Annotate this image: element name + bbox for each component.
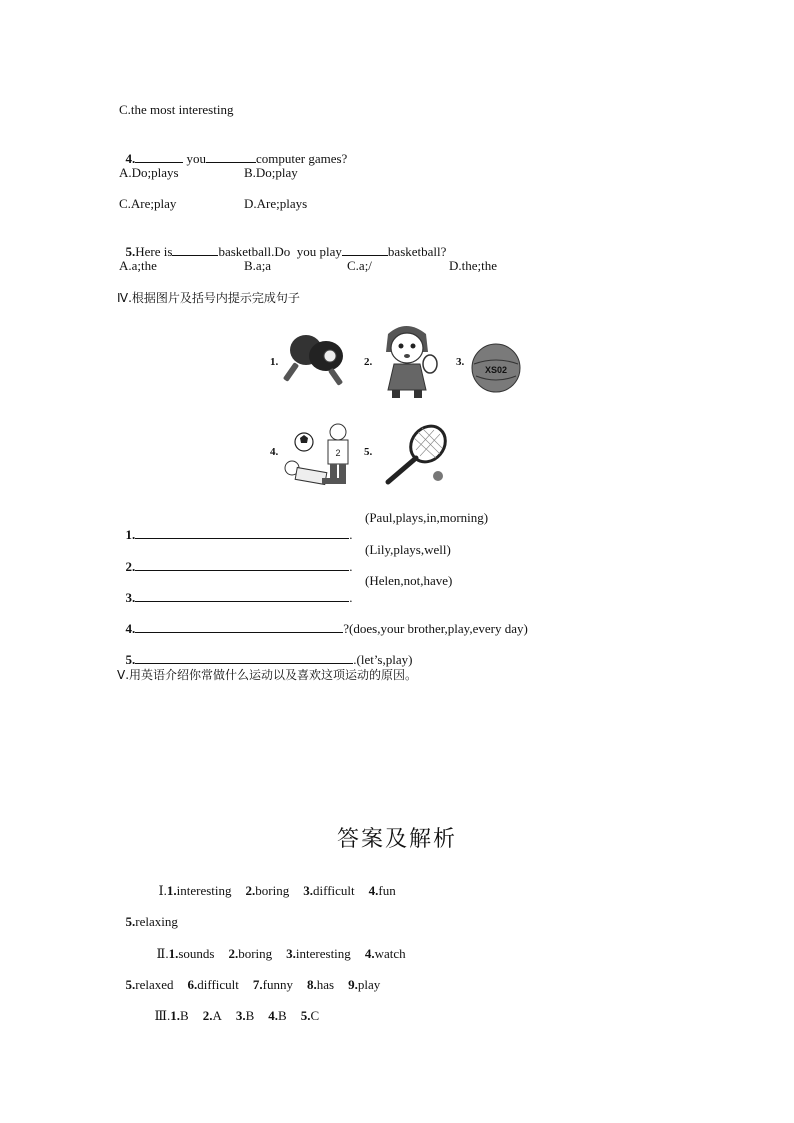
answer-item bbox=[170, 1008, 188, 1023]
answer-number: 3. bbox=[303, 883, 313, 898]
answer-text: boring bbox=[238, 946, 273, 961]
answer-item bbox=[228, 946, 272, 961]
answer-item bbox=[169, 946, 215, 961]
q4-option-d[interactable]: D.Are;plays bbox=[244, 196, 308, 211]
q4-option-a[interactable]: A.Do;plays bbox=[119, 165, 179, 180]
svg-text:2: 2 bbox=[335, 448, 341, 458]
answer-text: A bbox=[212, 1008, 222, 1023]
answer-number: 9. bbox=[348, 977, 358, 992]
q3-option-c: C.the most interesting bbox=[119, 102, 234, 117]
soccer-players-image bbox=[278, 418, 360, 490]
answer-text: C bbox=[310, 1008, 320, 1023]
s4-item-5-end: . bbox=[353, 652, 357, 667]
answers-s2-line-2 bbox=[119, 961, 380, 993]
answer-text: fun bbox=[378, 883, 396, 898]
s4-item-3-blank[interactable] bbox=[135, 589, 349, 602]
s4-item-2-number: 2. bbox=[125, 559, 136, 574]
q5-text-1: Here is bbox=[135, 244, 173, 259]
answer-number: 2. bbox=[202, 1008, 213, 1023]
pic-label-5: 5. bbox=[364, 446, 373, 458]
answer-text: sounds bbox=[178, 946, 215, 961]
answer-text: interesting bbox=[176, 883, 232, 898]
s4-item-2-end: . bbox=[349, 559, 353, 574]
s4-item-4-blank[interactable] bbox=[135, 620, 343, 633]
answer-number: 2. bbox=[228, 946, 239, 961]
answer-number: 1. bbox=[170, 1008, 181, 1023]
answer-number: 6. bbox=[187, 977, 198, 992]
s4-item-2 bbox=[119, 542, 353, 575]
answer-item bbox=[307, 977, 334, 992]
answer-text: B bbox=[245, 1008, 255, 1023]
answer-text: funny bbox=[262, 977, 293, 992]
s4-item-4 bbox=[119, 604, 528, 637]
q4-option-c[interactable]: C.Are;play bbox=[119, 196, 177, 211]
q5-option-c[interactable]: C.a;/ bbox=[347, 258, 372, 273]
answer-item bbox=[286, 946, 351, 961]
ping-pong-paddles-image bbox=[280, 326, 350, 386]
answers-s3-label: Ⅲ. bbox=[154, 1008, 171, 1023]
answer-number: 3. bbox=[286, 946, 296, 961]
answers-title: 答案及解析 bbox=[336, 827, 457, 852]
q5-option-d[interactable]: D.the;the bbox=[449, 258, 498, 273]
answer-number: 5. bbox=[125, 977, 136, 992]
answers-s2-label: Ⅱ. bbox=[156, 946, 169, 961]
s4-item-4-hint: (does,your brother,play,every day) bbox=[349, 621, 528, 636]
s4-item-1 bbox=[119, 510, 353, 543]
answers-s1-line-2 bbox=[119, 898, 178, 930]
answer-text: B bbox=[278, 1008, 287, 1023]
q4-text-2: computer games? bbox=[256, 151, 348, 166]
basketball-image bbox=[470, 342, 522, 394]
answer-number: 1. bbox=[168, 946, 179, 961]
pic-label-2: 2. bbox=[364, 356, 373, 368]
answers-s1-line-1 bbox=[152, 867, 396, 899]
answer-number: 4. bbox=[368, 883, 379, 898]
s4-item-3-number: 3. bbox=[125, 590, 136, 605]
s4-item-2-hint: (Lily,plays,well) bbox=[365, 542, 451, 557]
basketball-brand-text: XS02 bbox=[484, 365, 508, 375]
q5-text-3: basketball? bbox=[387, 244, 447, 259]
answer-item bbox=[188, 977, 239, 992]
q5-option-a[interactable]: A.a;the bbox=[119, 258, 157, 273]
s4-item-2-blank[interactable] bbox=[135, 558, 349, 571]
answer-item bbox=[301, 1008, 319, 1023]
pic-label-3: 3. bbox=[456, 356, 465, 368]
s4-item-1-blank[interactable] bbox=[135, 526, 349, 539]
answer-text: has bbox=[316, 977, 335, 992]
answer-item bbox=[365, 946, 406, 961]
answer-text: boring bbox=[255, 883, 290, 898]
q5-option-b[interactable]: B.a;a bbox=[244, 258, 272, 273]
answers-s3-line-1 bbox=[148, 992, 319, 1024]
answer-text: relaxing bbox=[135, 914, 178, 929]
answer-item bbox=[369, 883, 396, 898]
answer-item bbox=[126, 977, 174, 992]
answer-item bbox=[268, 1008, 286, 1023]
s4-item-4-end: ? bbox=[343, 621, 350, 636]
answer-number: 4. bbox=[268, 1008, 279, 1023]
answer-item bbox=[236, 1008, 254, 1023]
s4-item-4-number: 4. bbox=[125, 621, 136, 636]
s4-item-3 bbox=[119, 573, 353, 606]
question-4 bbox=[119, 134, 347, 167]
tennis-racket-image bbox=[378, 424, 452, 488]
answer-text: interesting bbox=[295, 946, 351, 961]
s4-item-5-hint: (let’s,play) bbox=[356, 652, 413, 667]
answer-item bbox=[348, 977, 380, 992]
answer-text: play bbox=[357, 977, 381, 992]
answer-item bbox=[203, 1008, 222, 1023]
q5-text-2: basketball.Do you play bbox=[218, 244, 342, 259]
answer-number: 1. bbox=[166, 883, 177, 898]
section-4-heading: Ⅳ.根据图片及括号内提示完成句子 bbox=[117, 291, 300, 305]
q4-number: 4. bbox=[125, 151, 136, 166]
answer-item bbox=[303, 883, 354, 898]
q4-text-1: you bbox=[183, 151, 206, 166]
section-5-heading: Ⅴ.用英语介绍你常做什么运动以及喜欢这项运动的原因。 bbox=[117, 668, 418, 682]
answer-number: 7. bbox=[252, 977, 263, 992]
answer-number: 5. bbox=[125, 914, 136, 929]
answer-item bbox=[246, 883, 290, 898]
q4-blank-2[interactable] bbox=[206, 150, 256, 163]
answer-text: relaxed bbox=[135, 977, 174, 992]
answer-number: 2. bbox=[245, 883, 256, 898]
answer-number: 4. bbox=[364, 946, 375, 961]
answer-text: watch bbox=[374, 946, 406, 961]
q5-number: 5. bbox=[125, 244, 136, 259]
s4-item-5 bbox=[119, 635, 412, 668]
girl-playing-tennis-image bbox=[376, 320, 442, 402]
q4-blank-1[interactable] bbox=[135, 150, 183, 163]
answer-item bbox=[253, 977, 293, 992]
s4-item-5-blank[interactable] bbox=[135, 651, 353, 664]
answer-text: B bbox=[180, 1008, 189, 1023]
question-5 bbox=[119, 227, 446, 260]
answer-item bbox=[167, 883, 232, 898]
answer-number: 8. bbox=[307, 977, 317, 992]
s4-item-1-end: . bbox=[349, 527, 353, 542]
s4-item-3-hint: (Helen,not,have) bbox=[365, 573, 453, 588]
s4-item-3-end: . bbox=[349, 590, 353, 605]
answer-number: 3. bbox=[235, 1008, 246, 1023]
answers-s2-line-1 bbox=[150, 930, 406, 962]
answers-s1-label: Ⅰ. bbox=[158, 883, 167, 898]
answer-text: difficult bbox=[197, 977, 239, 992]
s4-item-5-number: 5. bbox=[125, 652, 136, 667]
answer-item bbox=[126, 914, 178, 929]
q4-option-b[interactable]: B.Do;play bbox=[244, 165, 298, 180]
q5-blank-2[interactable] bbox=[342, 243, 388, 256]
q5-blank-1[interactable] bbox=[172, 243, 218, 256]
pic-label-4: 4. bbox=[270, 446, 279, 458]
answer-number: 5. bbox=[300, 1008, 311, 1023]
s4-item-1-number: 1. bbox=[125, 527, 136, 542]
s4-item-1-hint: (Paul,plays,in,morning) bbox=[365, 510, 489, 525]
pic-label-1: 1. bbox=[270, 356, 279, 368]
answer-text: difficult bbox=[312, 883, 355, 898]
